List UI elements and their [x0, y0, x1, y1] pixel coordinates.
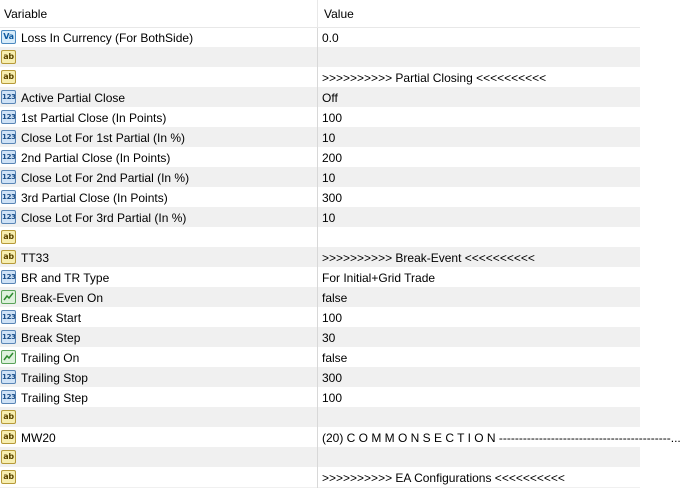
- table-row[interactable]: [0, 348, 640, 368]
- parameters-table: [0, 28, 681, 488]
- variable-cell[interactable]: [0, 128, 318, 148]
- variable-cell[interactable]: [0, 248, 318, 268]
- variable-cell[interactable]: [0, 168, 318, 188]
- table-row[interactable]: [0, 168, 640, 188]
- table-row[interactable]: [0, 288, 640, 308]
- table-row[interactable]: [0, 108, 640, 128]
- number-type-icon: 123: [1, 310, 16, 324]
- value-cell[interactable]: 0.0: [322, 31, 339, 45]
- string-type-icon: ab: [1, 70, 16, 84]
- value-cell[interactable]: (20) C O M M O N S E C T I O N -------------------------------------------...: [322, 431, 681, 445]
- value-cell[interactable]: false: [322, 291, 348, 305]
- variable-name: Close Lot For 1st Partial (In %): [21, 131, 186, 145]
- variable-cell[interactable]: [0, 228, 318, 248]
- table-row[interactable]: [0, 328, 640, 348]
- variable-cell[interactable]: [0, 328, 318, 348]
- value-cell[interactable]: 30: [322, 331, 336, 345]
- table-row[interactable]: [0, 388, 640, 408]
- variable-name: TT33: [21, 251, 50, 265]
- table-row[interactable]: [0, 428, 681, 448]
- string-type-icon: ab: [1, 410, 16, 424]
- table-row[interactable]: [0, 468, 640, 488]
- value-cell[interactable]: 10: [322, 171, 336, 185]
- number-type-icon: 123: [1, 370, 16, 384]
- number-type-icon: 123: [1, 150, 16, 164]
- variable-name: Loss In Currency (For BothSide): [21, 31, 194, 45]
- table-row[interactable]: [0, 248, 640, 268]
- variable-name: Break Step: [21, 331, 81, 345]
- variable-name: 3rd Partial Close (In Points): [21, 191, 168, 205]
- table-row[interactable]: [0, 188, 640, 208]
- variable-cell[interactable]: [0, 208, 318, 228]
- variable-name: 2nd Partial Close (In Points): [21, 151, 171, 165]
- value-cell[interactable]: Off: [322, 91, 338, 105]
- string-type-icon: ab: [1, 450, 16, 464]
- toggle-type-icon: [1, 350, 16, 364]
- variable-name: MW20: [21, 431, 56, 445]
- variable-cell[interactable]: [0, 448, 318, 468]
- value-cell[interactable]: false: [322, 351, 348, 365]
- table-row[interactable]: [0, 448, 640, 468]
- variable-cell[interactable]: [0, 108, 318, 128]
- number-type-icon: 123: [1, 130, 16, 144]
- toggle-type-icon: [1, 290, 16, 304]
- variable-cell[interactable]: [0, 408, 318, 428]
- variable-cell[interactable]: [0, 308, 318, 328]
- variable-cell[interactable]: [0, 188, 318, 208]
- number-type-icon: 123: [1, 210, 16, 224]
- variable-name: Trailing Stop: [21, 371, 88, 385]
- column-header-value[interactable]: Value: [324, 7, 354, 21]
- variable-cell[interactable]: [0, 28, 318, 48]
- variable-name: Close Lot For 3rd Partial (In %): [21, 211, 187, 225]
- string-type-icon: ab: [1, 430, 16, 444]
- table-row[interactable]: [0, 268, 640, 288]
- number-type-icon: 123: [1, 190, 16, 204]
- variable-cell[interactable]: [0, 368, 318, 388]
- variable-cell[interactable]: [0, 348, 318, 368]
- variable-cell[interactable]: [0, 68, 318, 88]
- value-cell[interactable]: 10: [322, 131, 336, 145]
- value-cell[interactable]: [318, 228, 640, 248]
- value-cell[interactable]: [318, 408, 640, 428]
- variable-cell[interactable]: [0, 388, 318, 408]
- table-row[interactable]: [0, 88, 640, 108]
- variable-cell[interactable]: [0, 428, 318, 448]
- value-cell[interactable]: 100: [322, 311, 343, 325]
- variable-name: Trailing On: [21, 351, 80, 365]
- table-row[interactable]: [0, 48, 640, 68]
- value-cell[interactable]: 100: [322, 111, 343, 125]
- number-type-icon: 123: [1, 110, 16, 124]
- value-cell[interactable]: [318, 448, 640, 468]
- table-header: [0, 0, 640, 28]
- variable-cell[interactable]: [0, 148, 318, 168]
- table-row[interactable]: [0, 148, 640, 168]
- column-header-variable[interactable]: Variable: [0, 0, 318, 28]
- value-cell[interactable]: 100: [322, 391, 343, 405]
- value-cell[interactable]: >>>>>>>>>> Partial Closing <<<<<<<<<<: [322, 71, 547, 85]
- table-row[interactable]: [0, 28, 640, 48]
- string-type-icon: ab: [1, 50, 16, 64]
- table-row[interactable]: [0, 228, 640, 248]
- variable-name: Break Start: [21, 311, 82, 325]
- table-row[interactable]: [0, 68, 640, 88]
- value-cell[interactable]: >>>>>>>>>> Break-Event <<<<<<<<<<: [322, 251, 535, 265]
- string-type-icon: ab: [1, 230, 16, 244]
- table-row[interactable]: [0, 368, 640, 388]
- value-cell[interactable]: For Initial+Grid Trade: [322, 271, 436, 285]
- variable-name: Active Partial Close: [21, 91, 126, 105]
- variable-name: 1st Partial Close (In Points): [21, 111, 167, 125]
- value-cell[interactable]: 200: [322, 151, 343, 165]
- variable-icon: Va: [1, 30, 16, 44]
- value-cell[interactable]: 300: [322, 371, 343, 385]
- variable-name: Trailing Step: [21, 391, 88, 405]
- value-cell[interactable]: 300: [322, 191, 343, 205]
- value-cell[interactable]: 10: [322, 211, 336, 225]
- number-type-icon: 123: [1, 390, 16, 404]
- variable-name: Break-Even On: [21, 291, 104, 305]
- string-type-icon: ab: [1, 470, 16, 484]
- table-row[interactable]: [0, 408, 640, 428]
- variable-cell[interactable]: [0, 268, 318, 288]
- variable-name: BR and TR Type: [21, 271, 110, 285]
- variable-cell[interactable]: [0, 288, 318, 308]
- table-row[interactable]: [0, 308, 640, 328]
- number-type-icon: 123: [1, 170, 16, 184]
- value-cell[interactable]: >>>>>>>>>> EA Configurations <<<<<<<<<<: [322, 471, 565, 485]
- variable-cell[interactable]: [0, 468, 318, 488]
- value-cell[interactable]: [318, 48, 640, 68]
- number-type-icon: 123: [1, 330, 16, 344]
- number-type-icon: 123: [1, 90, 16, 104]
- table-row[interactable]: [0, 128, 640, 148]
- number-type-icon: 123: [1, 270, 16, 284]
- variable-cell[interactable]: [0, 88, 318, 108]
- variable-cell[interactable]: [0, 48, 318, 68]
- string-type-icon: ab: [1, 250, 16, 264]
- variable-name: Close Lot For 2nd Partial (In %): [21, 171, 190, 185]
- table-row[interactable]: [0, 208, 640, 228]
